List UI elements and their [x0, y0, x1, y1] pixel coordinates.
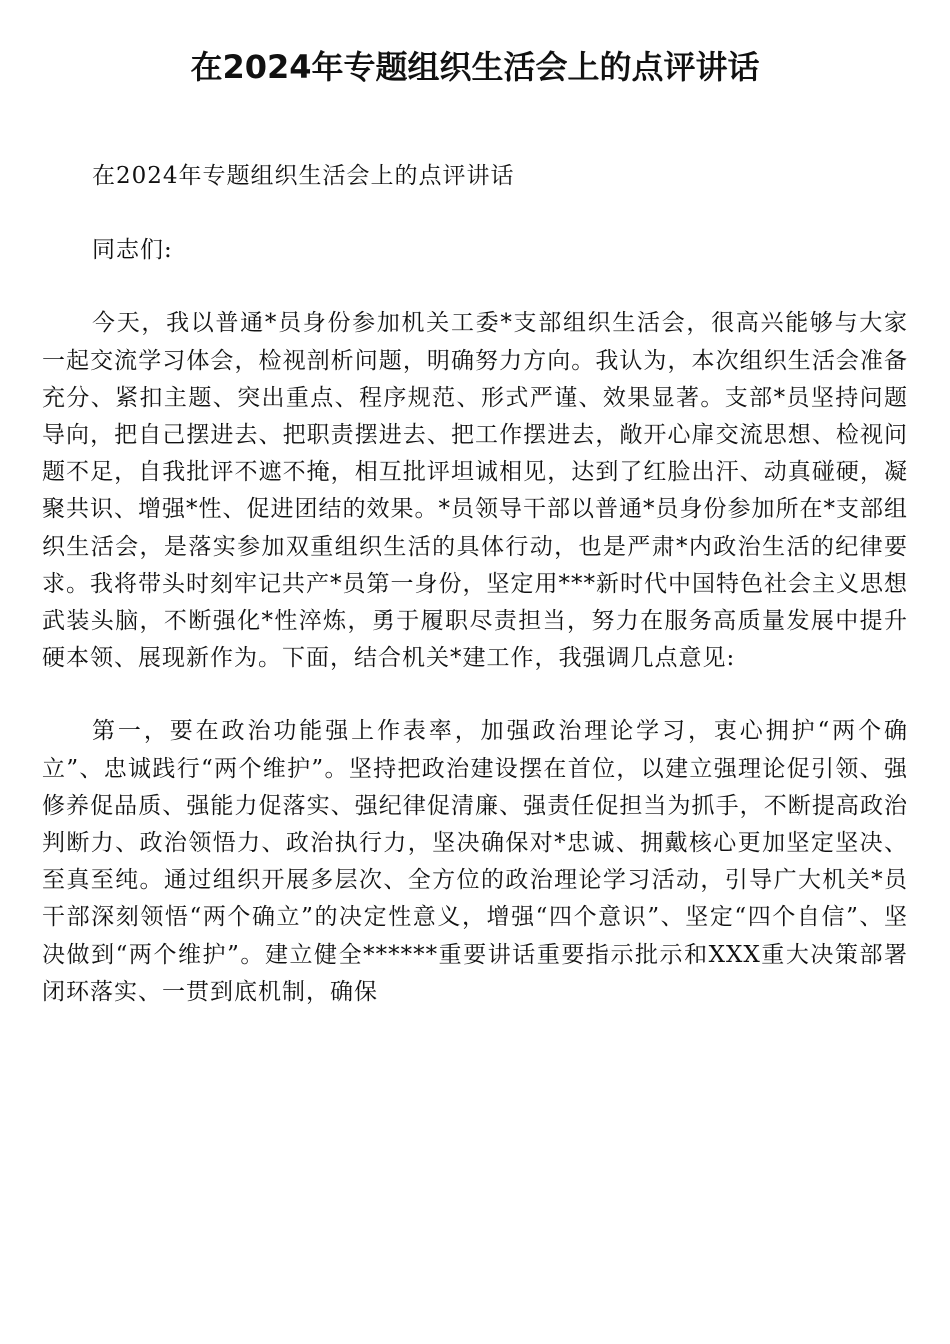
document-title: 在2024年专题组织生活会上的点评讲话: [190, 48, 760, 86]
paragraph-opening: 今天，我以普通*员身份参加机关工委*支部组织生活会，很高兴能够与大家一起交流学习体会，检视剖析问题，明确努力方向。我认为，本次组织生活会准备充分、紧扣主题、突出重点、程序规范、形式严谨、效果显著。支部*员坚持问题导向，把自己摆进去、把职责摆进去、把工作摆进去，敞开心扉交流思想、检视问题不足，自我批评不遮不掩，相互批评坦诚相见，达到了红脸出汗、动真碰硬，凝聚共识、增强*性、促进团结的效果。*员领导干部以普通*员身份参加所在*支部组织生活会，是落实参加双重组织生活的具体行动，也是严肃*内政治生活的纪律要求。我将带头时刻牢记共产*员第一身份，坚定用***新时代中国特色社会主义思想武装头脑，不断强化*性淬炼，勇于履职尽责担当，努力在服务高质量发展中提升硬本领、展现新作为。下面，结合机关*建工作，我强调几点意见:: [42, 310, 908, 672]
paragraph-point-one: 第一，要在政治功能强上作表率，加强政治理论学习，衷心拥护“两个确立”、忠诚践行“两个维护”。坚持把政治建设摆在首位，以建立强理论促引领、强修养促品质、强能力促落实、强纪律促清廉、强责任促担当为抓手，不断提高政治判断力、政治领悟力、政治执行力，坚决确保对*忠诚、拥戴核心更加坚定坚决、至真至纯。通过组织开展多层次、全方位的政治理论学习活动，引导广大机关*员干部深刻领悟“两个确立”的决定性意义，增强“四个意识”、坚定“四个自信”、坚决做到“两个维护”。建立健全******重要讲话重要指示批示和XXX重大决策部署闭环落实、一贯到底机制，确保: [42, 718, 908, 1005]
paragraph-salutation: 同志们:: [92, 237, 173, 264]
paragraph-repeated-title: 在2024年专题组织生活会上的点评讲话: [92, 163, 515, 189]
document-body: [42, 158, 908, 1011]
